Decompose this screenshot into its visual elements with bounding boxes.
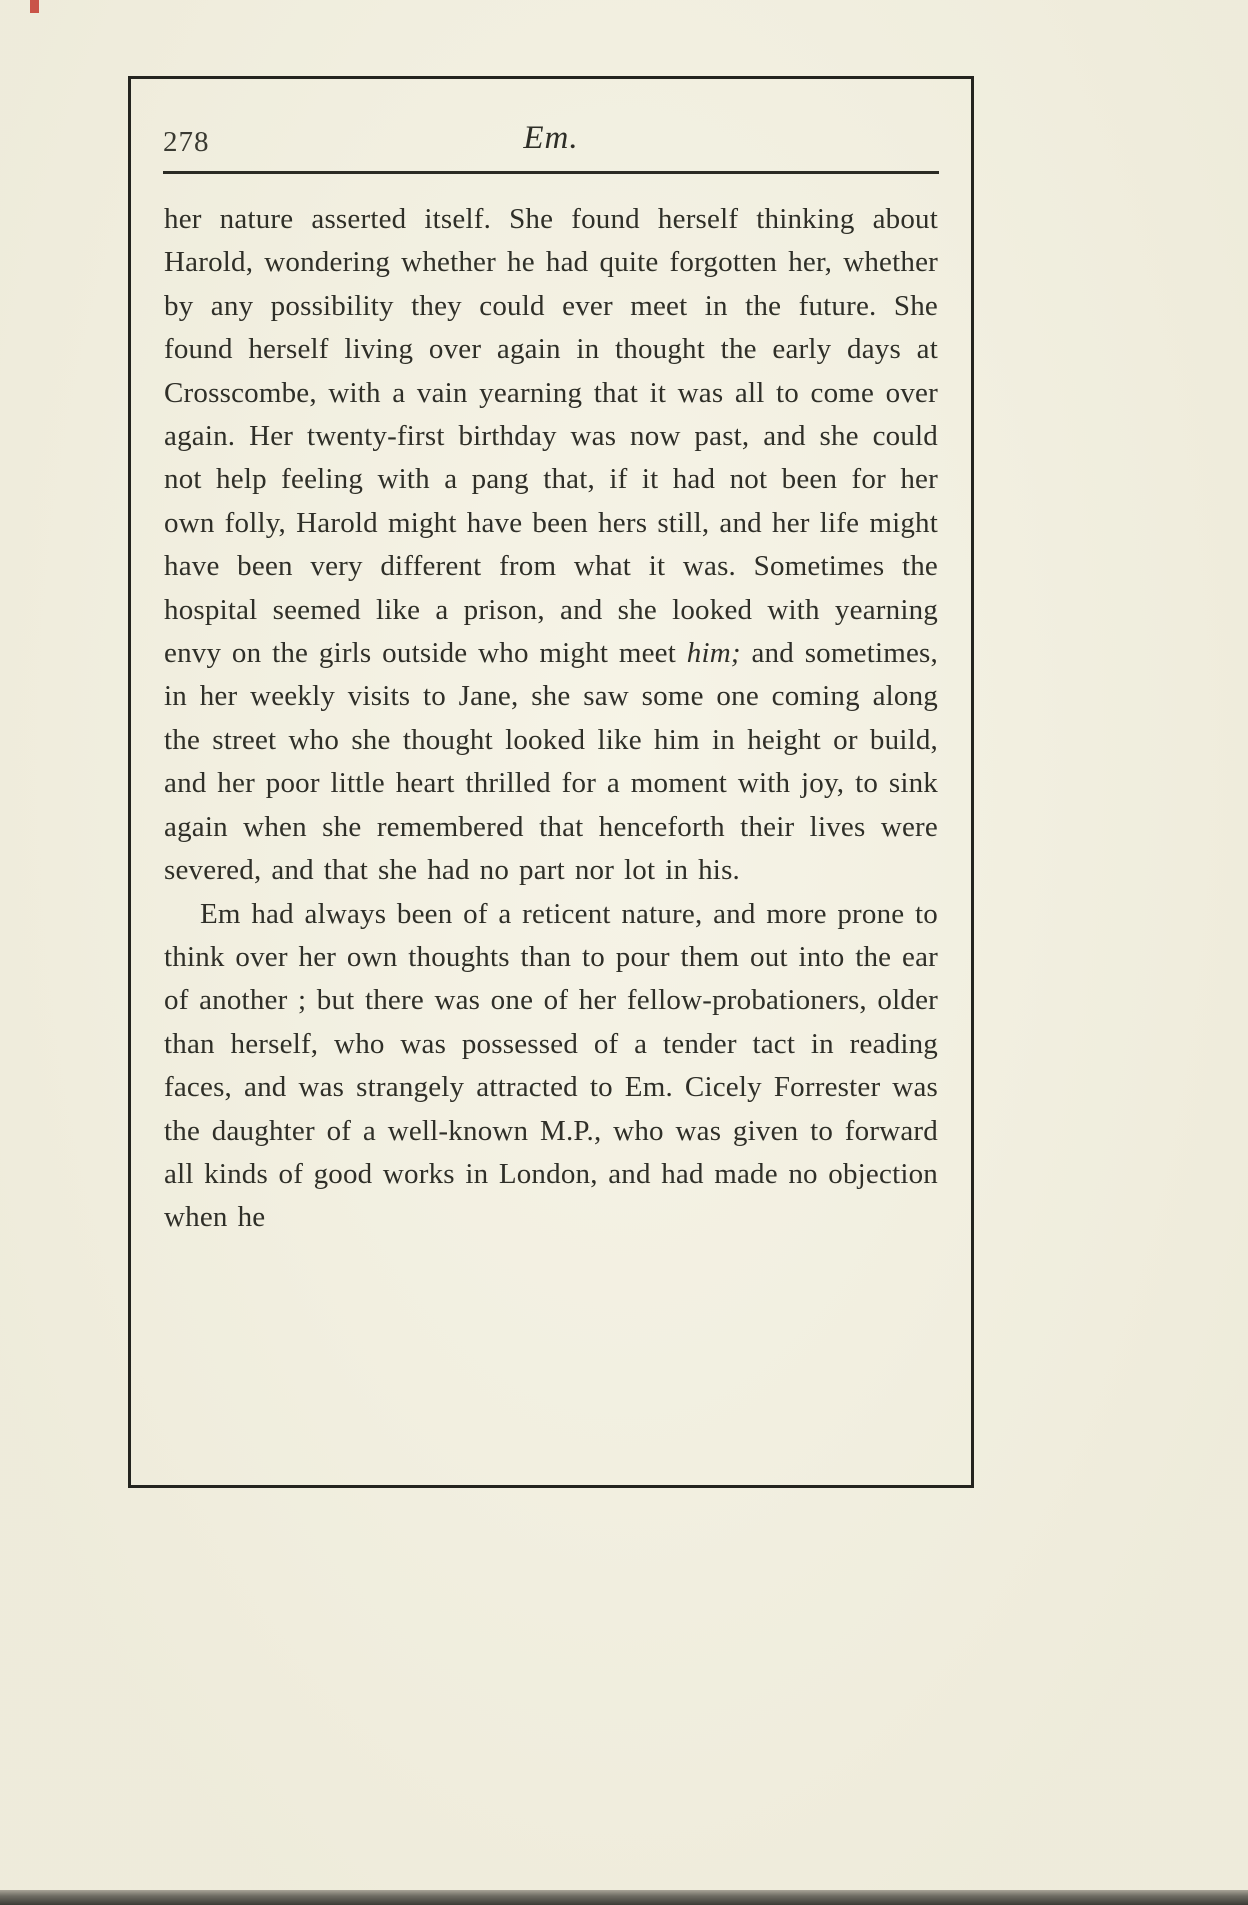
header-rule [163,171,939,174]
page-border-frame [128,76,974,1488]
paragraph-text: her nature asserted itself. She found herself thinking about Harold, wondering whether he had quite forgotten her, whether by any possibility they could ever meet in the future. She found herself living over again in thought the early days at Crosscombe, with a vain yearning that it was all to come over again. Her twenty-first birthday was now past, and she could not help feeling with a pang that, if it had not been for her own folly, Harold might have been hers still, and her life might have been very different from what it was. Sometimes the hospital seemed like a prison, and she looked with yearning envy on the girls outside who might meet [164,203,938,670]
paragraph: Em had always been of a reticent nature, and more prone to think over her own thoughts than to pour them out into the ear of another ; but there was one of her fellow-probationers, older than herself, who was possessed of a tender tact in reading faces, and was strangely attracted to Em. Cicely Forrester was the daughter of a well-known M.P., who was given to forward all kinds of good works in London, and had made no objection when he [164,897,938,1234]
paragraph-text: and sometimes, in her weekly visits to Jane, she saw some one coming along the street who she thought looked like him in height or build, and her poor little heart thrilled for a moment with joy, to sink again when she remembered that henceforth their lives were severed, and that she had no part nor lot in his. [164,637,938,887]
running-title: Em. [523,120,579,156]
page-bottom-edge [0,1890,1248,1905]
page-number: 278 [163,126,210,158]
paragraph [164,198,938,893]
page-header [163,103,939,165]
italic-word: him; [686,637,741,670]
scan-artifact-red [30,0,39,13]
body-text [164,198,938,1240]
